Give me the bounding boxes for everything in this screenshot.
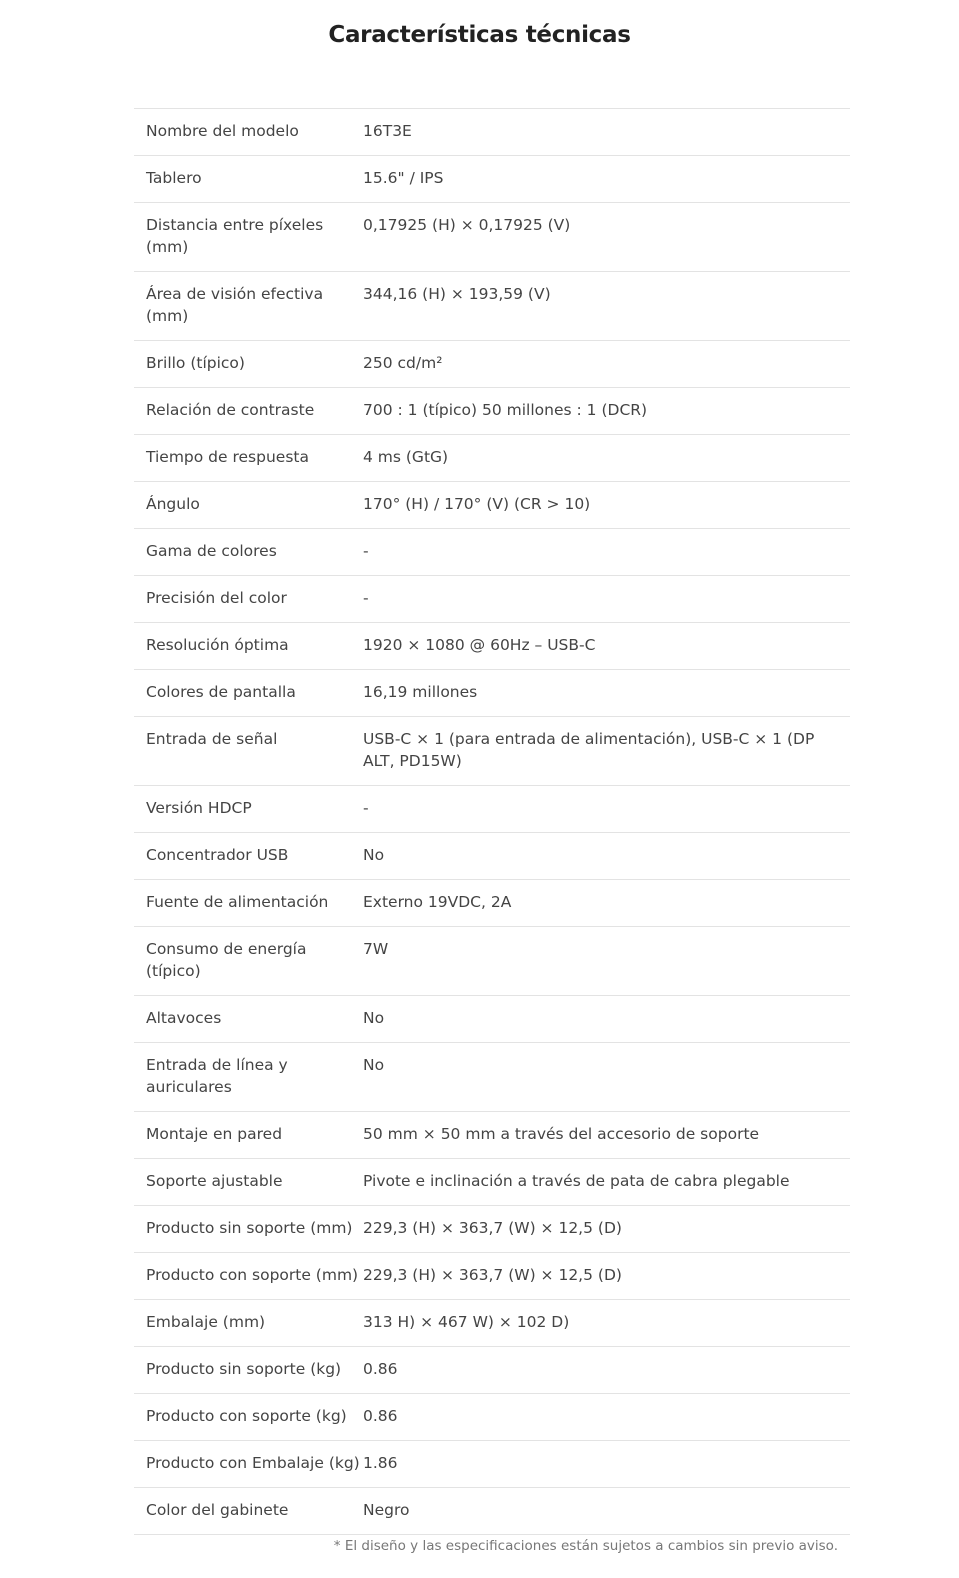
page-title: Características técnicas — [328, 22, 631, 48]
spec-label: Colores de pantalla — [146, 683, 296, 701]
spec-label: Versión HDCP — [146, 799, 252, 817]
spec-value: Pivote e inclinación a través de pata de cabra plegable — [363, 1172, 790, 1190]
spec-value: 1920 × 1080 @ 60Hz – USB-C — [363, 636, 596, 654]
spec-row — [134, 623, 850, 670]
spec-label: Producto con soporte (mm) — [146, 1266, 359, 1284]
spec-value: 50 mm × 50 mm a través del accesorio de soporte — [363, 1125, 760, 1143]
spec-value: - — [363, 589, 369, 607]
spec-value: 250 cd/m² — [363, 354, 443, 372]
spec-value: 4 ms (GtG) — [363, 448, 449, 466]
spec-row — [134, 1159, 850, 1206]
spec-value: 229,3 (H) × 363,7 (W) × 12,5 (D) — [363, 1219, 622, 1237]
spec-value: 15.6" / IPS — [363, 169, 444, 187]
spec-label: Ángulo — [146, 495, 200, 513]
spec-row — [134, 482, 850, 529]
spec-label: Soporte ajustable — [146, 1172, 283, 1190]
spec-label: Consumo de energía (típico) — [146, 940, 307, 980]
spec-label: Nombre del modelo — [146, 122, 299, 140]
spec-label: Color del gabinete — [146, 1501, 289, 1519]
spec-row — [134, 996, 850, 1043]
spec-label: Área de visión efectiva (mm) — [146, 285, 324, 325]
spec-label: Gama de colores — [146, 542, 277, 560]
disclaimer-footnote: * El diseño y las especificaciones están sujetos a cambios sin previo aviso. — [333, 1538, 838, 1554]
spec-label: Montaje en pared — [146, 1125, 283, 1143]
spec-value: USB-C × 1 (para entrada de alimentación), USB-C × 1 (DP ALT, PD15W) — [363, 730, 815, 770]
spec-row — [134, 1300, 850, 1347]
spec-row — [134, 670, 850, 717]
spec-label: Resolución óptima — [146, 636, 289, 654]
spec-row — [134, 1112, 850, 1159]
spec-value: Externo 19VDC, 2A — [363, 893, 512, 911]
spec-row — [134, 576, 850, 623]
spec-row — [134, 272, 850, 341]
spec-row — [134, 1347, 850, 1394]
spec-value: No — [363, 1056, 385, 1074]
spec-value: 0,17925 (H) × 0,17925 (V) — [363, 216, 571, 234]
spec-row — [134, 1253, 850, 1300]
spec-row — [134, 833, 850, 880]
spec-value: 229,3 (H) × 363,7 (W) × 12,5 (D) — [363, 1266, 622, 1284]
spec-row — [134, 927, 850, 996]
spec-label: Distancia entre píxeles (mm) — [146, 216, 324, 256]
spec-value: 0.86 — [363, 1360, 398, 1378]
spec-value: Negro — [363, 1501, 410, 1519]
spec-row — [134, 109, 850, 156]
spec-label: Precisión del color — [146, 589, 287, 607]
spec-row — [134, 880, 850, 927]
spec-label: Relación de contraste — [146, 401, 315, 419]
spec-label: Embalaje (mm) — [146, 1313, 266, 1331]
spec-row — [134, 1206, 850, 1253]
spec-value: 170° (H) / 170° (V) (CR > 10) — [363, 495, 591, 513]
spec-value: - — [363, 799, 369, 817]
spec-row — [134, 1441, 850, 1488]
spec-row — [134, 203, 850, 272]
spec-row — [134, 529, 850, 576]
spec-value: 344,16 (H) × 193,59 (V) — [363, 285, 551, 303]
spec-table — [134, 108, 850, 1535]
spec-value: 0.86 — [363, 1407, 398, 1425]
spec-label: Producto sin soporte (mm) — [146, 1219, 353, 1237]
spec-row — [134, 156, 850, 203]
spec-label: Tiempo de respuesta — [146, 448, 309, 466]
spec-value: - — [363, 542, 369, 560]
spec-label: Fuente de alimentación — [146, 893, 329, 911]
spec-label: Brillo (típico) — [146, 354, 245, 372]
spec-row — [134, 341, 850, 388]
spec-row — [134, 717, 850, 786]
spec-value: 16T3E — [363, 122, 412, 140]
spec-row — [134, 1488, 850, 1535]
spec-value: 313 H) × 467 W) × 102 D) — [363, 1313, 570, 1331]
spec-row — [134, 435, 850, 482]
spec-label: Entrada de señal — [146, 730, 278, 748]
spec-row — [134, 1394, 850, 1441]
spec-label: Producto con Embalaje (kg) — [146, 1454, 360, 1472]
spec-label: Altavoces — [146, 1009, 222, 1027]
spec-value: 1.86 — [363, 1454, 398, 1472]
spec-label: Producto con soporte (kg) — [146, 1407, 347, 1425]
spec-value: 16,19 millones — [363, 683, 478, 701]
spec-label: Tablero — [146, 169, 202, 187]
spec-value: No — [363, 1009, 385, 1027]
spec-row — [134, 1043, 850, 1112]
spec-row — [134, 786, 850, 833]
spec-value: No — [363, 846, 385, 864]
spec-label: Entrada de línea y auriculares — [146, 1056, 288, 1096]
spec-value: 700 : 1 (típico) 50 millones : 1 (DCR) — [363, 401, 648, 419]
spec-label: Producto sin soporte (kg) — [146, 1360, 342, 1378]
spec-row — [134, 388, 850, 435]
spec-value: 7W — [363, 940, 389, 958]
spec-label: Concentrador USB — [146, 846, 289, 864]
